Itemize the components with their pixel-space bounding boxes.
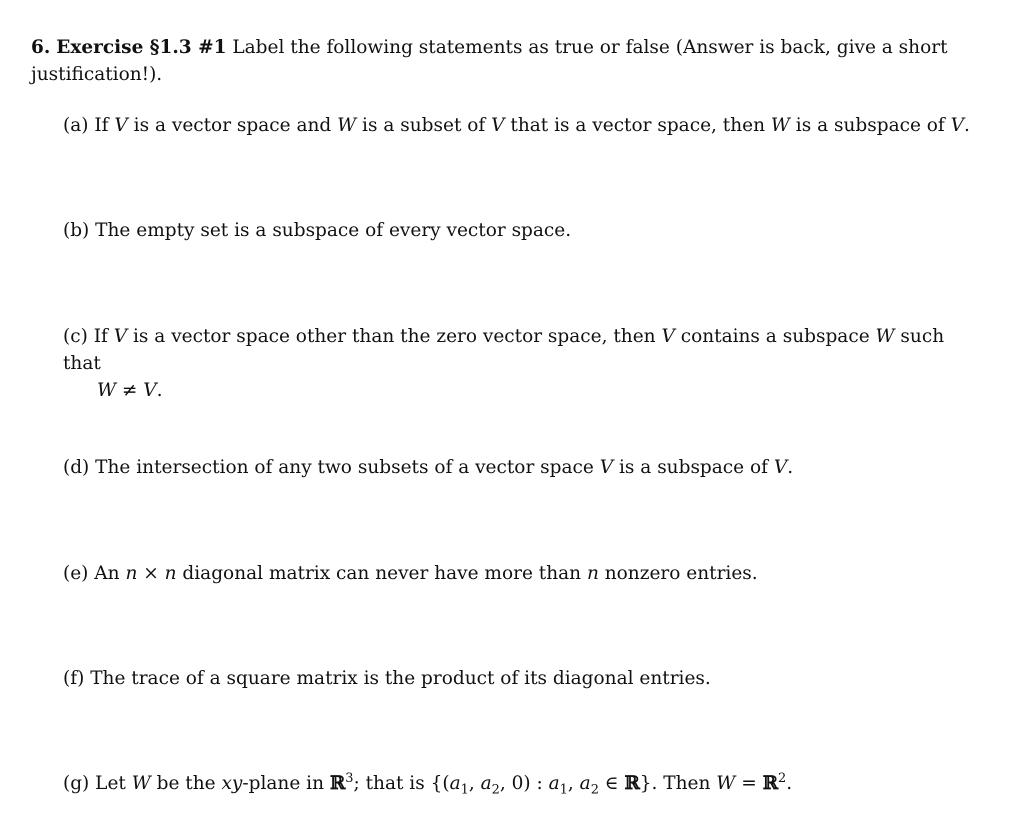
math-var: W — [337, 115, 357, 136]
statement-text: }. Then — [639, 773, 717, 794]
statement-text: , 0) : — [499, 773, 549, 794]
statement-b — [63, 217, 983, 244]
math-op: ∈ — [598, 773, 625, 794]
math-var: W — [97, 380, 117, 401]
statement-a — [63, 112, 983, 139]
statement-text: diagonal matrix can never have more than — [176, 563, 587, 584]
statement-g — [63, 770, 983, 797]
math-var: n — [586, 563, 599, 584]
math-var: a — [449, 773, 461, 794]
math-var: V — [114, 115, 128, 136]
math-var: n — [164, 563, 177, 584]
statement-text: If — [93, 326, 114, 347]
math-var: a — [480, 773, 492, 794]
statement-label: (f) — [63, 668, 85, 689]
exercise-title: Exercise §1.3 #1 — [56, 37, 227, 58]
statement-d — [63, 454, 983, 481]
statement-label: (d) — [63, 457, 90, 478]
statement-text: that is a vector space, then — [504, 115, 771, 136]
statement-text: , — [567, 773, 580, 794]
math-var: W — [770, 115, 790, 136]
statement-text: An — [94, 563, 126, 584]
statement-text: . — [786, 773, 793, 794]
math-var: a — [579, 773, 591, 794]
math-subscript: 2 — [491, 782, 500, 798]
statement-text: be the — [150, 773, 222, 794]
statement-f — [63, 665, 983, 692]
math-set: ℝ — [624, 773, 640, 794]
math-set: ℝ — [762, 773, 778, 794]
statement-e — [63, 560, 983, 587]
math-var: V — [491, 115, 505, 136]
exercise-header — [31, 34, 991, 88]
math-var: W — [875, 326, 895, 347]
statement-text: , — [468, 773, 481, 794]
math-var: V — [599, 457, 614, 478]
math-var: n — [125, 563, 138, 584]
math-op: ≠ — [116, 380, 144, 401]
statement-text: The intersection of any two subsets of a vector space — [95, 457, 600, 478]
statement-text: is a subspace of — [789, 115, 951, 136]
statement-text: such that — [63, 326, 945, 374]
exercise-number: 6. — [31, 37, 51, 58]
math-op: × — [137, 563, 165, 584]
statement-text: The trace of a square matrix is the product of its diagonal entries. — [90, 668, 711, 689]
math-exponent: 3 — [345, 770, 354, 786]
math-op: = — [735, 773, 763, 794]
math-var: V — [113, 326, 128, 347]
statement-text: -plane in — [242, 773, 330, 794]
statement-text: . — [787, 457, 794, 478]
statement-text: . — [156, 380, 163, 401]
math-subscript: 2 — [590, 782, 599, 798]
math-var: a — [548, 773, 560, 794]
statement-label: (c) — [63, 326, 88, 347]
statement-label: (a) — [63, 115, 89, 136]
statement-text: contains a subspace — [674, 326, 876, 347]
math-set: ℝ — [329, 773, 346, 794]
statement-label: (b) — [63, 220, 90, 241]
statement-text: is a subspace of — [613, 457, 774, 478]
statement-text: is a subset of — [356, 115, 492, 136]
math-var: V — [773, 457, 788, 478]
statement-label: (e) — [63, 563, 89, 584]
math-var: V — [143, 380, 157, 401]
math-subscript: 1 — [559, 782, 568, 798]
statement-text: nonzero entries. — [598, 563, 758, 584]
math-var: V — [950, 115, 965, 136]
exercise-instruction: Label the following statements as true or false (Answer is back, give a short justification!). — [31, 37, 948, 85]
statement-text: is a vector space and — [127, 115, 338, 136]
math-var: V — [661, 326, 675, 347]
math-exponent: 2 — [777, 770, 787, 786]
statement-text: The empty set is a subspace of every vector space. — [95, 220, 572, 241]
math-var: xy — [221, 773, 243, 794]
math-var: W — [716, 773, 736, 794]
statement-c — [63, 323, 983, 404]
statement-text: . — [964, 115, 970, 136]
statement-text: ; that is {( — [353, 773, 450, 794]
statement-text: is a vector space other than the zero vector space, then — [127, 326, 662, 347]
math-var: W — [131, 773, 151, 794]
statement-text: Let — [95, 773, 132, 794]
statement-continuation — [63, 377, 983, 404]
statement-text: If — [94, 115, 115, 136]
statement-label: (g) — [63, 773, 90, 794]
math-subscript: 1 — [460, 782, 469, 798]
